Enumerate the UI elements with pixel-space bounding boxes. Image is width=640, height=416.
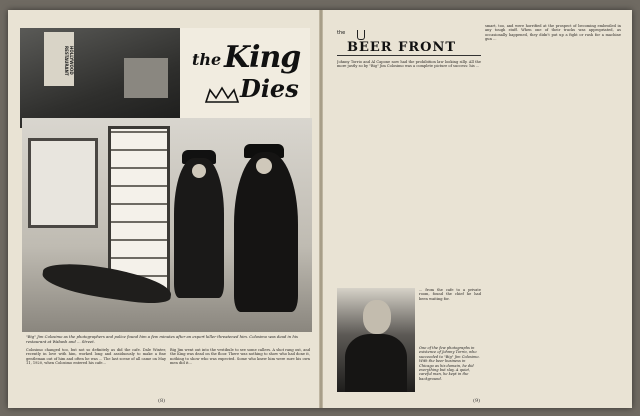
title-king: King (224, 40, 301, 75)
header-the: the (337, 30, 346, 36)
portrait-body (345, 334, 407, 392)
title-dies: Dies (240, 74, 299, 103)
restaurant-sign: HOLLYWOOD RESTAURANT (44, 32, 74, 86)
section-title: BEER FRONT (347, 40, 457, 55)
photo-caption: "Big" Jim Colosimo as the photographers and police found him a few minutes after an expert killer threatened him. Colosimo was dead in his restaurant at Wabash and ... Street. (26, 334, 298, 344)
policeman-face (192, 164, 206, 178)
title-the: the (192, 50, 222, 69)
page-number: (9) (473, 398, 481, 404)
right-page (323, 10, 632, 408)
article-column: Big Jim went out into the vestibule to see some callers. A shot rang out, and the King was dead on the floor. There was nothing to show who had done it, nothing to show who was expected. Some who knew him were sure his own men did it... (170, 348, 310, 366)
portrait-head (363, 300, 391, 334)
article-column: ... from the cafe to a private room, found the chief he had been waiting for. (419, 288, 481, 301)
article-column: Johnny Torrio and Al Capone now had the prohibition law looking silly. All the more justly so by "Big" Jim Colosimo was a complete picture of success: his ... (337, 60, 481, 69)
storefront (124, 58, 168, 98)
page-number: (8) (158, 398, 166, 404)
policeman-right (234, 152, 298, 312)
magazine-spread (8, 10, 632, 408)
street-photo (20, 28, 180, 128)
policeman-face (256, 158, 272, 174)
article-column: Colosimo changed too, but not so definitely as did the cafe. Dale Winter, recently in love with him, worked long and assiduously to make a fine gentleman out of him and often he was ... The last scene of all came on May 11, 1920, when Colosimo entered his cafe... (26, 348, 166, 366)
torrio-portrait (337, 288, 415, 392)
left-page (8, 10, 319, 408)
portrait-caption: One of the few photographs in existence of Johnny Torrio, who succeeded to "Big" Jim Colosimo. With the beer business in Chicago as his domain, he did everything but slay. A quiet, careful man, he kept in the background. (419, 346, 480, 381)
policeman-left (174, 158, 224, 298)
window (28, 138, 98, 228)
crown-icon (204, 86, 240, 104)
article-column: smart, too, and were horrified at the prospect of becoming embroiled in any tough stuff. When one of their trucks was appropriated, as occasionally happened, they didn't put up a fight or rush for a machine gun ... (485, 24, 621, 42)
header-rule (337, 55, 481, 56)
crime-scene-photo (22, 118, 312, 332)
beer-glass-icon (357, 30, 365, 40)
